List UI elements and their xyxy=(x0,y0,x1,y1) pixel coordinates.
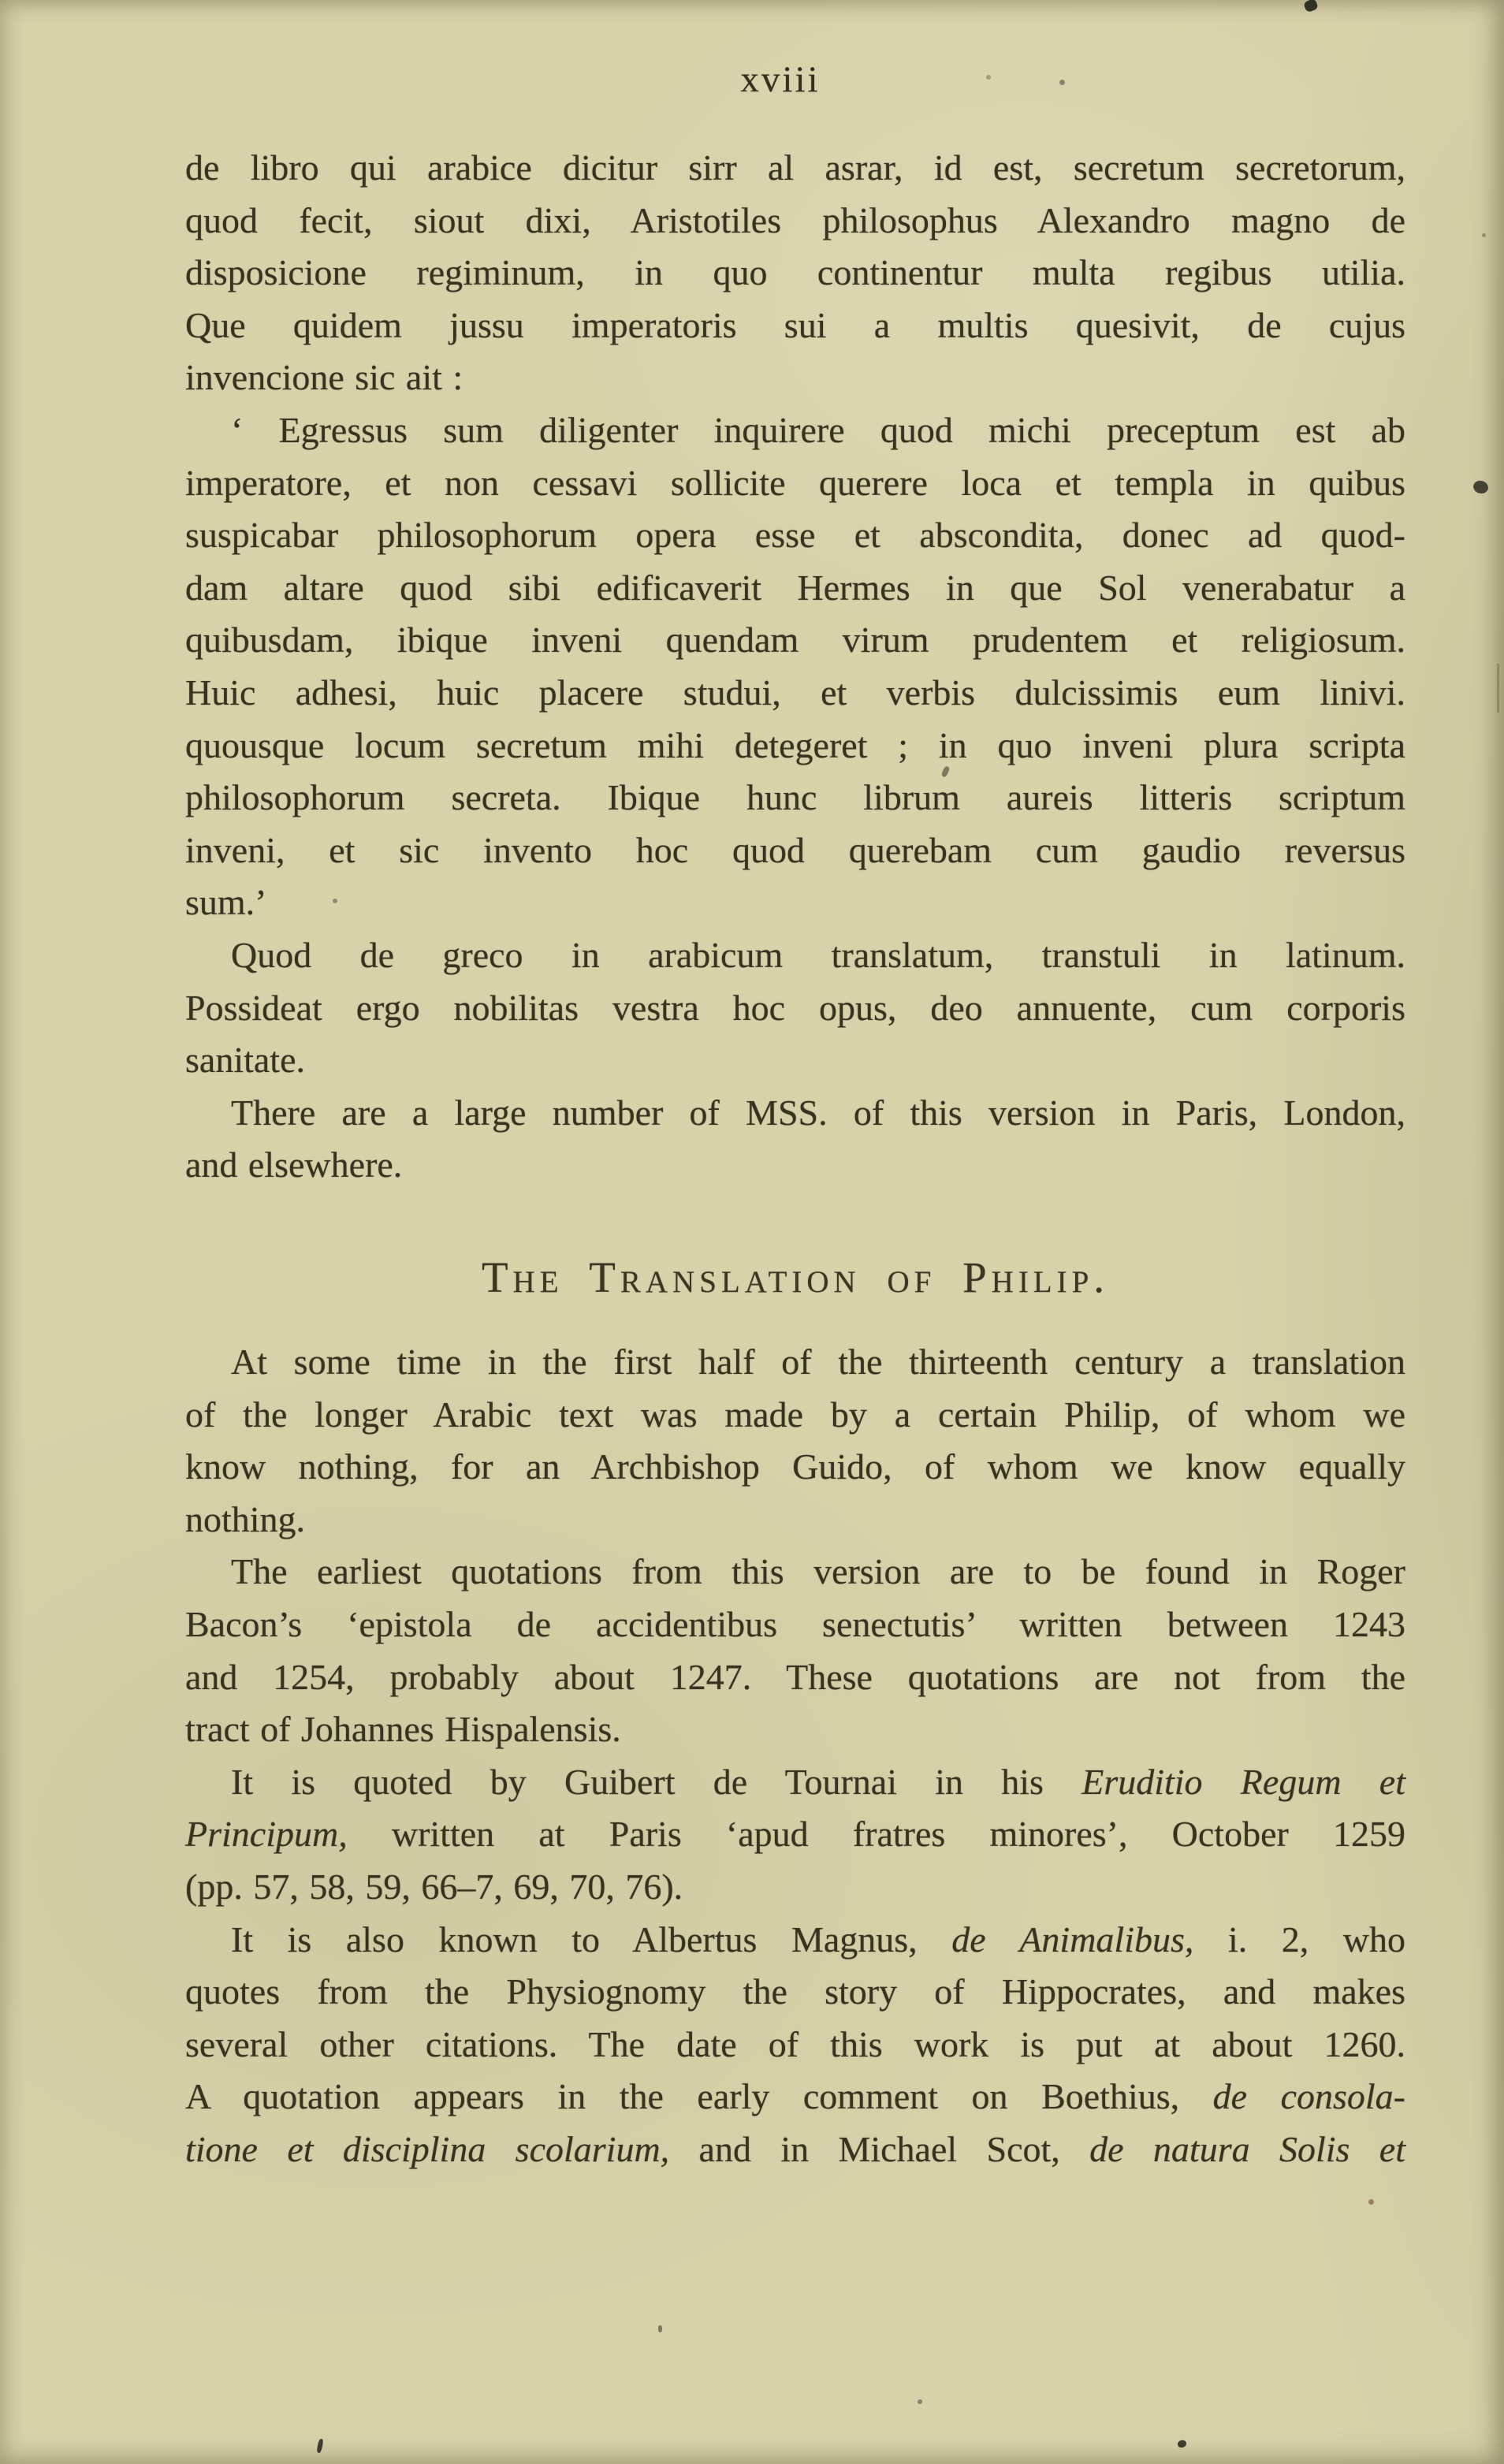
text-line: quibusdam, ibique inveni quendam virum prudentem et religiosum. xyxy=(185,620,1405,661)
ink-speck xyxy=(1303,0,1319,13)
text-line: Que quidem jussu imperatoris sui a multis quesivit, de cujus xyxy=(185,304,1405,345)
text-line: It is quoted by Guibert de Tournai in his Eruditio Regum et xyxy=(231,1761,1405,1802)
paragraph-block-philip xyxy=(185,1336,1405,2176)
text-line: Principum, written at Paris ‘apud fratres minores’, October 1259 xyxy=(185,1814,1405,1855)
page-number: xviii xyxy=(740,59,821,100)
text-line: quotes from the Physiognomy the story of Hippocrates, and makes xyxy=(185,1971,1405,2012)
text-line: Possideat ergo nobilitas vestra hoc opus, deo annuente, cum corporis xyxy=(185,987,1405,1028)
ink-speck xyxy=(658,2325,662,2332)
paragraph-block-latin xyxy=(185,142,1405,1192)
text-line: There are a large number of MSS. of this version in Paris, London, xyxy=(231,1092,1405,1133)
text-line: Bacon’s ‘epistola de accidentibus senectutis’ written between 1243 xyxy=(185,1603,1405,1644)
ink-speck xyxy=(316,2439,324,2454)
text-line: tract of Johannes Hispalensis. xyxy=(185,1709,621,1750)
ink-speck xyxy=(333,899,337,903)
ink-speck xyxy=(1059,80,1065,85)
text-line: dam altare quod sibi edificaverit Hermes in que Sol venerabatur a xyxy=(185,567,1405,608)
text-line: several other citations. The date of this work is put at about 1260. xyxy=(185,2023,1405,2064)
text-line: It is also known to Albertus Magnus, de Animalibus, i. 2, who xyxy=(231,1919,1406,1960)
ink-speck xyxy=(1472,479,1489,495)
text-line: A quotation appears in the early comment on Boethius, de consola- xyxy=(185,2076,1405,2117)
text-line: imperatore, et non cessavi sollicite querere loca et templa in quibus xyxy=(185,462,1405,503)
text-line: philosophorum secreta. Ibique hunc librum aureis litteris scriptum xyxy=(185,777,1405,818)
text-line: disposicione regiminum, in quo continentur multa regibus utilia. xyxy=(185,252,1405,293)
text-line: de libro qui arabice dicitur sirr al asrar, id est, secretum secretorum, xyxy=(185,147,1405,188)
text-line: Quod de greco in arabicum translatum, transtuli in latinum. xyxy=(231,934,1405,975)
text-line: know nothing, for an Archbishop Guido, of whom we know equally xyxy=(185,1446,1405,1487)
text-line: sanitate. xyxy=(185,1040,305,1081)
ink-speck xyxy=(1177,2440,1187,2449)
text-line: and elsewhere. xyxy=(185,1145,403,1185)
ink-speck xyxy=(986,75,991,80)
text-line: invencione sic ait : xyxy=(185,357,463,398)
text-line: Huic adhesi, huic placere studui, et verbis dulcissimis eum linivi. xyxy=(185,672,1405,713)
text-line: ‘ Egressus sum diligenter inquirere quod michi preceptum est ab xyxy=(231,409,1405,450)
ink-speck xyxy=(1368,2199,1374,2205)
ink-speck xyxy=(1497,664,1499,713)
text-line: and 1254, probably about 1247. These quotations are not from the xyxy=(185,1656,1405,1697)
text-line: sum.’ xyxy=(185,882,267,923)
text-line: suspicabar philosophorum opera esse et abscondita, donec ad quod- xyxy=(185,515,1405,556)
text-line: At some time in the first half of the thirteenth century a translation xyxy=(231,1342,1405,1382)
ink-speck xyxy=(918,2399,922,2404)
ink-speck xyxy=(1482,233,1486,237)
text-line: quod fecit, siout dixi, Aristotiles philosophus Alexandro magno de xyxy=(185,199,1405,240)
text-line: quousque locum secretum mihi detegeret ; in quo inveni plura scripta xyxy=(185,724,1405,765)
text-line: of the longer Arabic text was made by a certain Philip, of whom we xyxy=(185,1394,1405,1435)
text-line: (pp. 57, 58, 59, 66–7, 69, 70, 76). xyxy=(185,1866,683,1907)
text-line: The earliest quotations from this version are to be found in Roger xyxy=(231,1551,1405,1592)
text-line: tione et disciplina scolarium, and in Michael Scot, de natura Solis et xyxy=(185,2128,1405,2169)
section-heading: The Translation of Philip. xyxy=(481,1253,1110,1301)
text-line: nothing. xyxy=(185,1498,306,1539)
text-line: inveni, et sic invento hoc quod querebam cum gaudio reversus xyxy=(185,829,1405,870)
